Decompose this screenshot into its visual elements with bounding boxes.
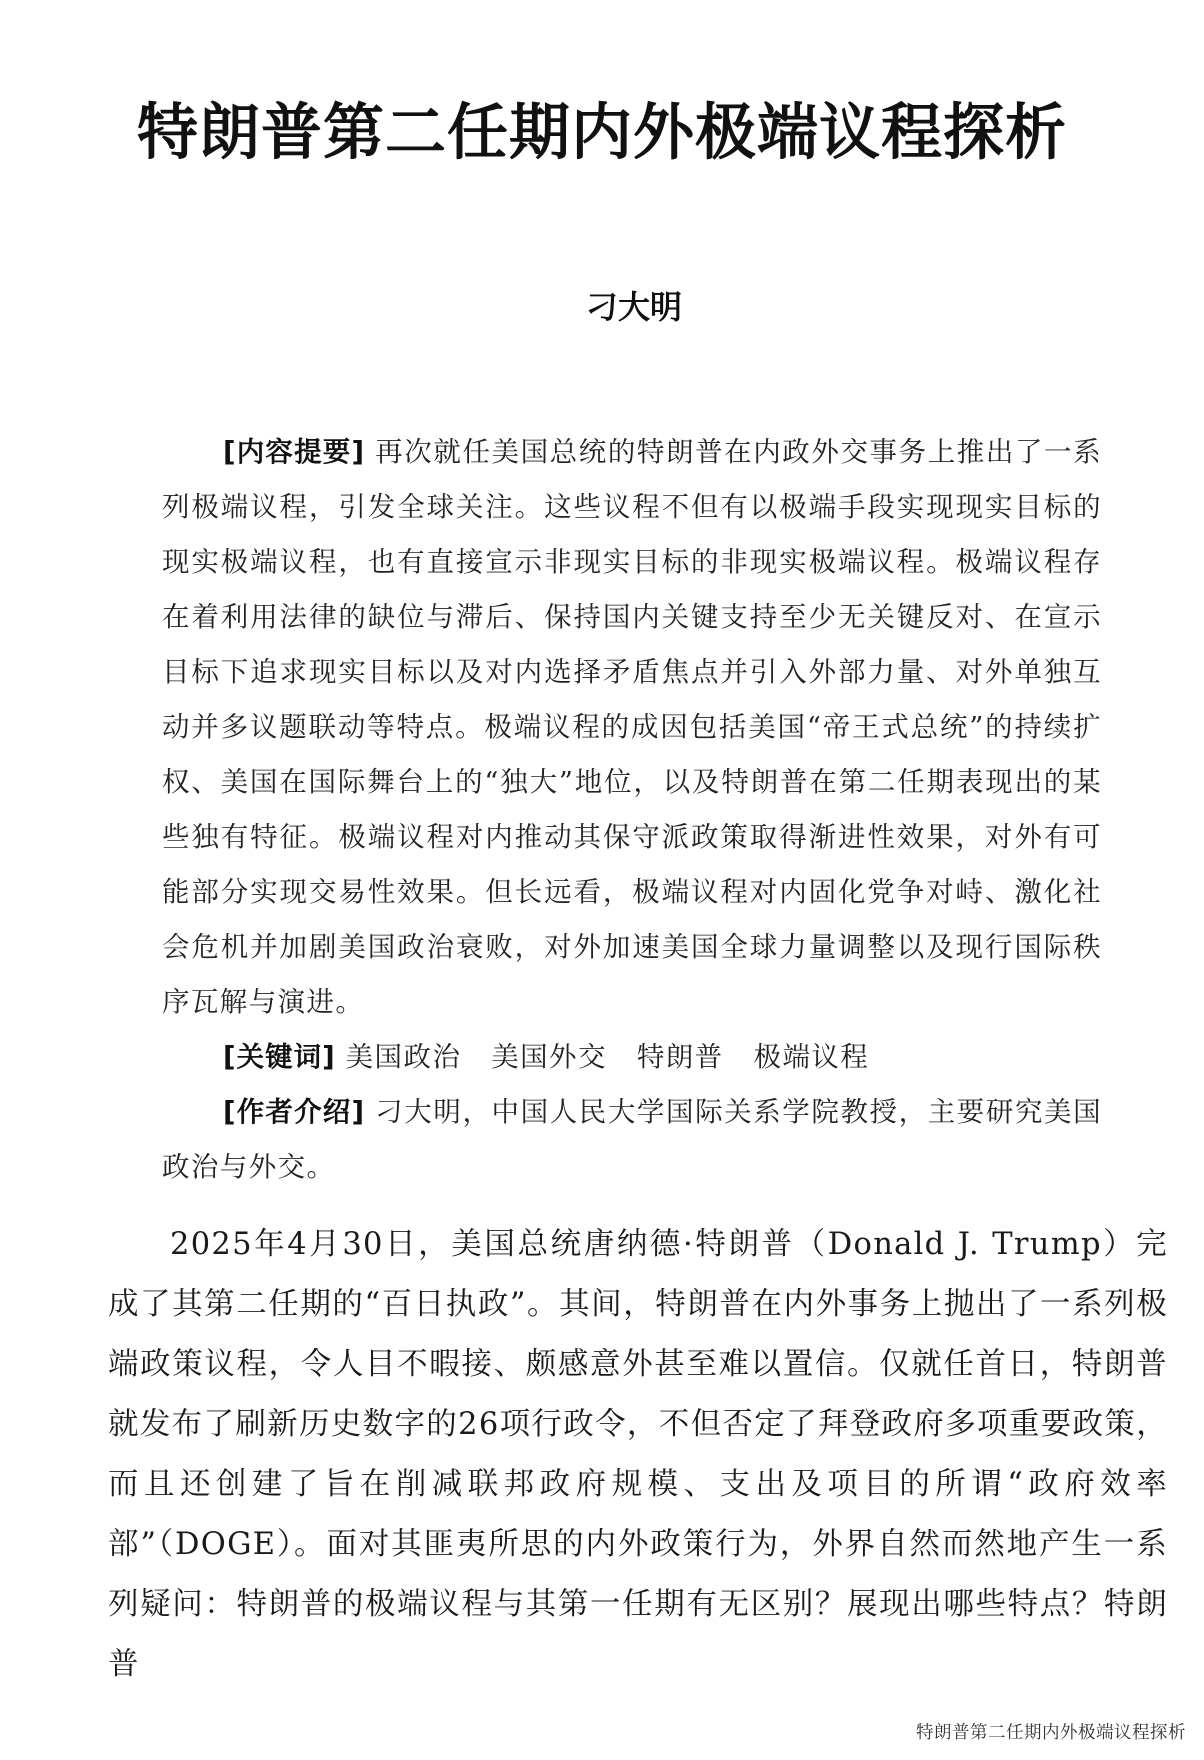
- abstract-summary: [162, 425, 1102, 1030]
- keyword-item: 美国外交: [491, 1041, 607, 1073]
- keywords-line: [162, 1030, 1102, 1085]
- summary-text: 再次就任美国总统的特朗普在内政外交事务上推出了一系列极端议程，引发全球关注。这些议程不但有以极端手段实现现实目标的现实极端议程，也有直接宣示非现实目标的非现实极端议程。极端议程存在着利用法律的缺位与滞后、保持国内关键支持至少无关键反对、在宣示目标下追求现实目标以及对内选择矛盾焦点并引入外部力量、对外单独互动并多议题联动等特点。极端议程的成因包括美国“帝王式总统”的持续扩权、美国在国际舞台上的“独大”地位，以及特朗普在第二任期表现出的某些独有特征。极端议程对内推动其保守派政策取得渐进性效果，对外有可能部分实现交易性效果。但长远看，极端议程对内固化党争对峙、激化社会危机并加剧美国政治衰败，对外加速美国全球力量调整以及现行国际秩序瓦解与演进。: [162, 436, 1102, 1018]
- keyword-item: 特朗普: [636, 1041, 724, 1073]
- author-intro-label: [作者介绍]: [223, 1096, 366, 1128]
- running-footer: 特朗普第二任期内外极端议程探析: [916, 1723, 1186, 1743]
- abstract-section: [162, 425, 1102, 1195]
- author-name: 刁大明: [585, 288, 682, 326]
- article-title: 特朗普第二任期内外极端议程探析: [136, 96, 1067, 168]
- keyword-item: 极端议程: [753, 1041, 870, 1073]
- keywords-label: [关键词]: [223, 1041, 336, 1073]
- keyword-item: 美国政治: [345, 1041, 462, 1073]
- author-intro: [162, 1085, 1102, 1195]
- body-section: [108, 1215, 1168, 1695]
- author-intro-text: 刁大明，中国人民大学国际关系学院教授，主要研究美国政治与外交。: [162, 1096, 1102, 1183]
- summary-label: [内容提要]: [223, 436, 366, 468]
- body-paragraph: 2025年4月30日，美国总统唐纳德·特朗普（Donald J. Trump）完成了其第二任期的“百日执政”。其间，特朗普在内外事务上抛出了一系列极端政策议程，令人目不暇接、颇感意外甚至难以置信。仅就任首日，特朗普就发布了刷新历史数字的26项行政令，不但否定了拜登政府多项重要政策，而且还创建了旨在削减联邦政府规模、支出及项目的所谓“政府效率部”（DOGE）。面对其匪夷所思的内外政策行为，外界自然而然地产生一系列疑问：特朗普的极端议程与其第一任期有无区别？展现出哪些特点？特朗普: [108, 1227, 1168, 1682]
